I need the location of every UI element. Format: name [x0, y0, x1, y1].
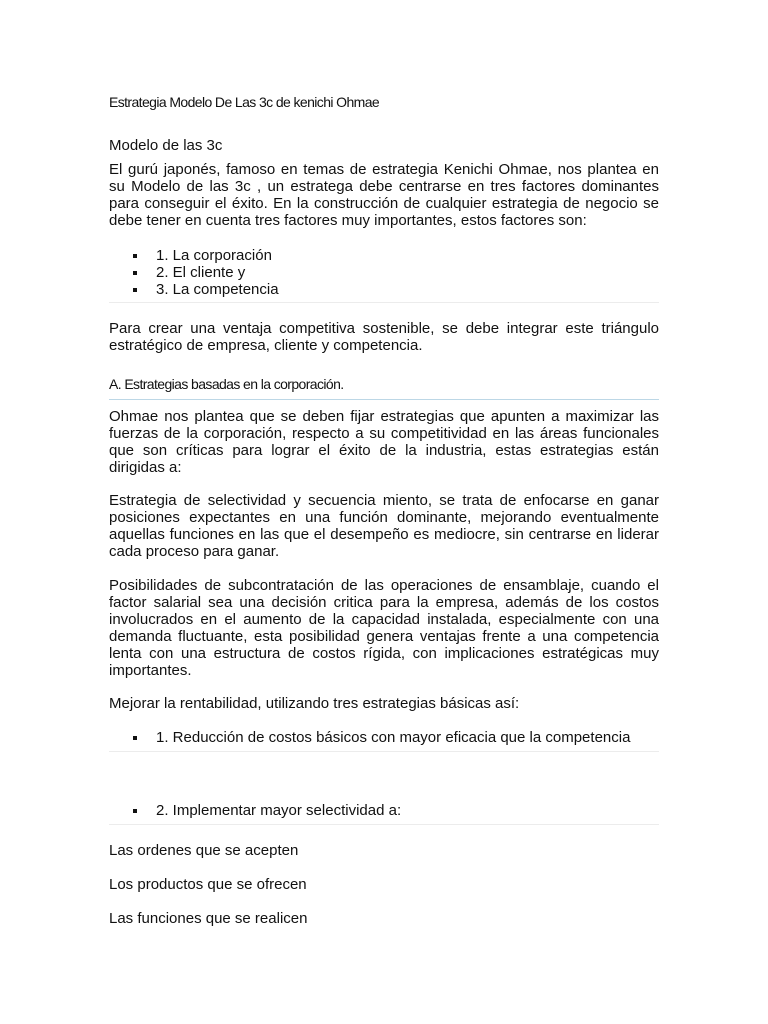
list-item: 1. La corporación: [109, 247, 659, 264]
section-divider: [109, 399, 659, 400]
paragraph-a4: Mejorar la rentabilidad, utilizando tres estrategias básicas así:: [109, 695, 520, 712]
paragraph-a1: Ohmae nos plantea que se deben fijar estrategias que apunten a maximizar las fuerzas de la corporación, respecto a su competitividad en las áreas funcionales que son críticas para lograr el éxito de la industria, estas estrategias están dirigidas a:: [109, 408, 659, 476]
triangle-paragraph: Para crear una ventaja competitiva sostenible, se debe integrar este triángulo estratégico de empresa, cliente y competencia.: [109, 320, 659, 354]
divider: [109, 824, 659, 825]
paragraph-a3: Posibilidades de subcontratación de las operaciones de ensamblaje, cuando el factor salarial sea una decisión critica para la empresa, además de los costos involucrados en el aumento de la capacidad instalada, especialmente con una demanda fluctuante, esta posibilidad genera ventajas frente a una competencia lenta con una estructura de costos rígida, con implicaciones estratégicas muy importantes.: [109, 577, 659, 679]
list-item: 1. Reducción de costos básicos con mayor eficacia que la competencia: [109, 729, 659, 746]
list-item: 2. Implementar mayor selectividad a:: [109, 802, 659, 819]
divider: [109, 751, 659, 752]
strategy-list-1: [109, 729, 659, 746]
intro-paragraph: El gurú japonés, famoso en temas de estrategia Kenichi Ohmae, nos plantea en su Modelo de las 3c , un estratega debe centrarse en tres factores dominantes para conseguir el éxito. En la construcción de cualquier estrategia de negocio se debe tener en cuenta tres factores muy importantes, estos factores son:: [109, 161, 659, 229]
factors-list: [109, 247, 659, 298]
selectivity-line-3: Las funciones que se realicen: [109, 910, 308, 927]
selectivity-line-2: Los productos que se ofrecen: [109, 876, 307, 893]
selectivity-line-1: Las ordenes que se acepten: [109, 842, 299, 859]
document-title: Estrategia Modelo De Las 3c de kenichi Ohmae: [109, 94, 380, 110]
list-item: 3. La competencia: [109, 281, 659, 298]
strategy-list-2: [109, 802, 659, 819]
paragraph-a2: Estrategia de selectividad y secuencia miento, se trata de enfocarse en ganar posiciones expectantes en una función dominante, mejorando eventualmente aquellas funciones en las que el desempeño es mediocre, sin centrarse en liderar cada proceso para ganar.: [109, 492, 659, 560]
section-a-heading: A. Estrategias basadas en la corporación.: [109, 376, 344, 392]
list-item: 2. El cliente y: [109, 264, 659, 281]
section-subtitle: Modelo de las 3c: [109, 137, 223, 154]
divider: [109, 302, 659, 303]
